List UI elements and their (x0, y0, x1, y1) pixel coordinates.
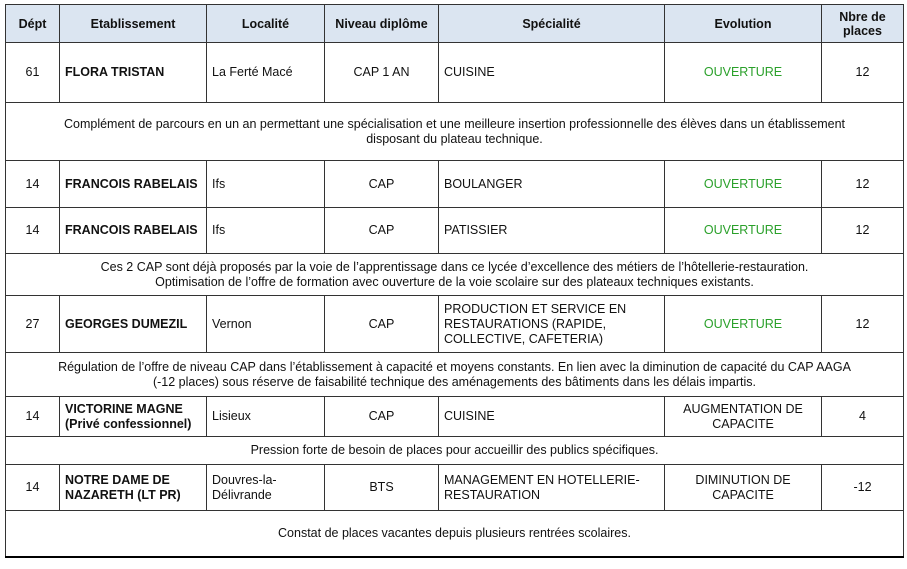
header-niveau-diplome: Niveau diplôme (325, 5, 439, 43)
cell-evolution (665, 397, 822, 437)
cell-places: 12 (822, 43, 904, 103)
spec-line1: BOULANGER (444, 176, 523, 191)
spec-line2: RESTAURATIONS (RAPIDE, (444, 316, 607, 331)
table-row (6, 465, 904, 511)
cell-localite (207, 43, 325, 103)
spec-line3: COLLECTIVE, CAFETERIA) (444, 331, 604, 346)
etab-line1: GEORGES DUMEZIL (65, 316, 188, 331)
cell-places: -12 (822, 465, 904, 511)
note-row (6, 511, 904, 557)
header-dept: Dépt (6, 5, 60, 43)
cell-niveau: CAP (325, 296, 439, 353)
header-row (6, 5, 904, 43)
cell-localite (207, 208, 325, 254)
cell-localite (207, 465, 325, 511)
cell-etablissement (60, 208, 207, 254)
localite-line1: Douvres-la- (212, 472, 277, 487)
note-line1: Régulation de l’offre de niveau CAP dans l’établissement à capacité et moyens constants. En lien avec la diminution de capacité du CAP AAGA (58, 359, 851, 374)
note-cell (6, 437, 904, 465)
table-row (6, 208, 904, 254)
cell-localite (207, 397, 325, 437)
etab-line1: VICTORINE MAGNE (65, 401, 183, 416)
spec-line1: CUISINE (444, 409, 495, 423)
cell-etablissement (60, 296, 207, 353)
evo-line1: AUGMENTATION DE (683, 401, 803, 416)
note-cell (6, 103, 904, 161)
cell-etablissement (60, 161, 207, 208)
note-row (6, 254, 904, 296)
evo-line1: OUVERTURE (703, 316, 783, 331)
cell-dept: 27 (6, 296, 60, 353)
cell-places: 12 (822, 161, 904, 208)
localite-line1: La Ferté Macé (212, 65, 293, 79)
note-line2: Optimisation de l’offre de formation avec ouverture de la voie scolaire sur des plateaux techniques existants. (155, 274, 754, 289)
cell-localite (207, 161, 325, 208)
evo-line1: OUVERTURE (703, 65, 783, 79)
cell-dept: 14 (6, 465, 60, 511)
etab-line1: FRANCOIS RABELAIS (65, 223, 198, 237)
spec-line1: PRODUCTION ET SERVICE EN (444, 301, 627, 316)
formation-table (5, 4, 904, 558)
cell-niveau: CAP 1 AN (325, 43, 439, 103)
evo-line1: OUVERTURE (703, 176, 783, 191)
table-row (6, 43, 904, 103)
header-specialite: Spécialité (439, 5, 665, 43)
cell-specialite (439, 208, 665, 254)
cell-niveau: CAP (325, 208, 439, 254)
etab-line1: FLORA TRISTAN (65, 65, 165, 79)
evo-line2: CAPACITE (712, 416, 774, 431)
etab-line2: (Privé confessionnel) (65, 416, 192, 431)
localite-line2: Délivrande (212, 487, 272, 502)
spec-line1: PATISSIER (444, 223, 508, 237)
header-nbre-places (822, 5, 904, 43)
localite-line1: Ifs (212, 176, 226, 191)
cell-evolution (665, 465, 822, 511)
cell-evolution (665, 296, 822, 353)
note-row (6, 437, 904, 465)
note-line1: Pression forte de besoin de places pour accueillir des publics spécifiques. (250, 443, 659, 457)
table-row (6, 161, 904, 208)
header-places-line1: Nbre de (839, 9, 886, 24)
table-row (6, 296, 904, 353)
cell-dept: 14 (6, 397, 60, 437)
note-row (6, 353, 904, 397)
etab-line1: FRANCOIS RABELAIS (65, 176, 198, 191)
localite-line1: Lisieux (212, 409, 251, 423)
cell-places: 4 (822, 397, 904, 437)
cell-localite (207, 296, 325, 353)
cell-dept: 14 (6, 161, 60, 208)
cell-places: 12 (822, 296, 904, 353)
note-line1: Complément de parcours en un an permettant une spécialisation et une meilleure insertion professionnelle des élèves dans un établissement (63, 116, 846, 131)
cell-specialite (439, 296, 665, 353)
cell-specialite (439, 465, 665, 511)
header-etablissement: Etablissement (60, 5, 207, 43)
cell-dept: 61 (6, 43, 60, 103)
evo-line1: DIMINUTION DE (695, 472, 791, 487)
evo-line2: CAPACITE (712, 487, 774, 502)
cell-evolution (665, 161, 822, 208)
note-line1: Ces 2 CAP sont déjà proposés par la voie de l’apprentissage dans ce lycée d’excellence des métiers de l’hôtellerie-restauration. (100, 259, 809, 274)
note-line2: (-12 places) sous réserve de faisabilité technique des aménagements des bâtiments dans les délais impartis. (152, 374, 757, 389)
header-places-line2: places (843, 23, 882, 38)
cell-evolution (665, 208, 822, 254)
cell-dept: 14 (6, 208, 60, 254)
note-cell (6, 254, 904, 296)
cell-specialite (439, 43, 665, 103)
spec-line1: CUISINE (444, 65, 495, 79)
cell-etablissement (60, 397, 207, 437)
evo-line1: OUVERTURE (703, 223, 783, 237)
note-line2: disposant du plateau technique. (366, 131, 543, 146)
cell-specialite (439, 161, 665, 208)
cell-specialite (439, 397, 665, 437)
localite-line1: Vernon (212, 316, 252, 331)
cell-niveau: CAP (325, 397, 439, 437)
cell-etablissement (60, 465, 207, 511)
note-cell (6, 511, 904, 557)
spec-line2: RESTAURATION (444, 487, 541, 502)
spec-line1: MANAGEMENT EN HOTELLERIE- (444, 472, 640, 487)
cell-places: 12 (822, 208, 904, 254)
cell-niveau: BTS (325, 465, 439, 511)
header-localite: Localité (207, 5, 325, 43)
cell-niveau: CAP (325, 161, 439, 208)
note-line1: Constat de places vacantes depuis plusieurs rentrées scolaires. (278, 525, 631, 540)
localite-line1: Ifs (212, 223, 226, 237)
cell-etablissement (60, 43, 207, 103)
etab-line1: NOTRE DAME DE (65, 472, 170, 487)
etab-line2: NAZARETH (LT PR) (65, 487, 181, 502)
note-cell (6, 353, 904, 397)
note-row (6, 103, 904, 161)
table-row (6, 397, 904, 437)
cell-evolution (665, 43, 822, 103)
header-evolution: Evolution (665, 5, 822, 43)
